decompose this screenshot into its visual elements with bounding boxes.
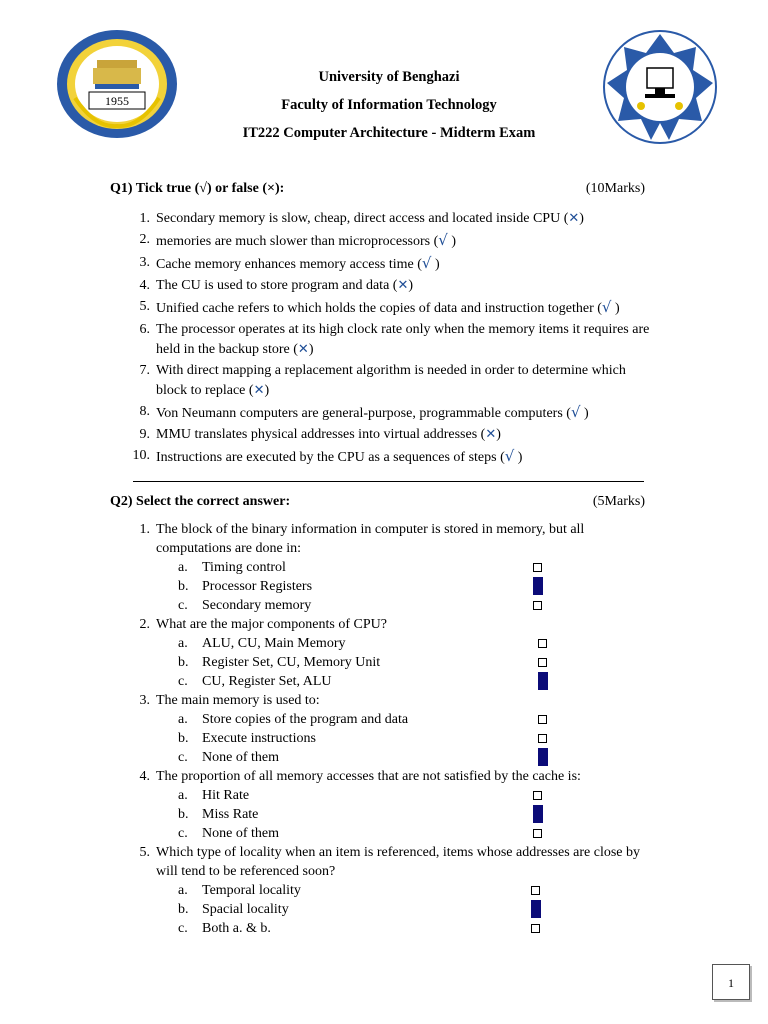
item-number: 5.	[139, 299, 150, 314]
item-number: 9.	[139, 427, 150, 442]
q2-marks: (5Marks)	[592, 494, 645, 509]
option-letter: b.	[178, 655, 189, 670]
option-text: Register Set, CU, Memory Unit	[202, 655, 381, 670]
option-text: Timing control	[202, 560, 286, 575]
question-text: Which type of locality when an item is referenced, items whose addresses are close by will tend to be referenced soon?	[156, 845, 640, 879]
answer-option	[128, 729, 646, 748]
option-letter: c.	[178, 750, 188, 765]
option-letter: c.	[178, 674, 188, 689]
q1-item	[128, 209, 656, 229]
statement-text: Instructions are executed by the CPU as a sequences of steps (	[156, 450, 505, 465]
q1-list	[128, 209, 656, 469]
statement-text: The processor operates at its high clock rate only when the memory items it requires are held in the backup store (	[156, 322, 650, 357]
answer-option	[128, 881, 646, 900]
option-text: None of them	[202, 826, 279, 841]
answer-option	[128, 786, 646, 805]
q1-item	[128, 402, 656, 424]
answer-option	[128, 653, 646, 672]
selected-checkbox[interactable]	[538, 748, 548, 766]
closing-paren: )	[580, 406, 589, 421]
question-number: 4.	[139, 769, 150, 784]
answer-option	[128, 805, 646, 824]
item-text	[156, 425, 656, 445]
answer-option	[128, 577, 646, 596]
question-text: What are the major components of CPU?	[156, 617, 387, 632]
false-mark-icon: ✕	[485, 427, 497, 442]
faculty-name: Faculty of Information Technology	[281, 97, 497, 113]
item-text	[156, 253, 656, 275]
q2-question	[128, 615, 646, 634]
item-text	[156, 402, 656, 424]
statement-text: With direct mapping a replacement algorithm is needed in order to determine which block to replace (	[156, 363, 626, 398]
option-letter: b.	[178, 807, 189, 822]
faculty-emblem-logo	[601, 28, 719, 146]
q1-item	[128, 361, 656, 401]
question-number: 1.	[139, 522, 150, 537]
option-letter: a.	[178, 788, 188, 803]
statement-text: The CU is used to store program and data (	[156, 278, 398, 293]
statement-text: MMU translates physical addresses into virtual addresses (	[156, 427, 486, 442]
answer-option	[128, 900, 646, 919]
q1-item	[128, 297, 656, 319]
q1-item	[128, 320, 656, 360]
option-text: ALU, CU, Main Memory	[202, 636, 346, 651]
answer-option	[128, 596, 646, 615]
option-text: CU, Register Set, ALU	[202, 674, 332, 689]
answer-option	[128, 919, 646, 938]
page-number: 1	[712, 964, 750, 1000]
question-text: The main memory is used to:	[156, 693, 320, 708]
closing-paren: )	[408, 278, 414, 293]
empty-checkbox[interactable]	[538, 715, 547, 724]
option-text: Hit Rate	[202, 788, 250, 803]
q1-heading	[110, 181, 645, 197]
empty-checkbox[interactable]	[533, 829, 542, 838]
statement-text: memories are much slower than microprocessors (	[156, 234, 439, 249]
q2-question	[128, 767, 646, 786]
closing-paren: )	[431, 257, 440, 272]
item-number: 4.	[139, 278, 150, 293]
question-text: The block of the binary information in computer is stored in memory, but all computations are done in:	[156, 522, 585, 556]
option-text: Temporal locality	[202, 883, 301, 898]
empty-checkbox[interactable]	[531, 886, 540, 895]
empty-checkbox[interactable]	[531, 924, 540, 933]
item-text	[156, 230, 656, 252]
option-letter: a.	[178, 712, 188, 727]
item-number: 2.	[139, 232, 150, 247]
false-mark-icon: ✕	[568, 211, 580, 226]
statement-text: Unified cache refers to which holds the copies of data and instruction together (	[156, 301, 602, 316]
option-letter: c.	[178, 826, 188, 841]
question-number: 2.	[139, 617, 150, 632]
q1-item	[128, 253, 656, 275]
item-number: 10.	[132, 448, 150, 463]
university-seal-logo	[55, 28, 179, 140]
item-number: 1.	[139, 211, 150, 226]
option-letter: a.	[178, 636, 188, 651]
exam-title: IT222 Computer Architecture - Midterm Exam	[242, 125, 536, 141]
empty-checkbox[interactable]	[533, 563, 542, 572]
q1-item	[128, 425, 656, 445]
closing-paren: )	[496, 427, 501, 442]
q2-list	[128, 520, 646, 938]
statement-text: Secondary memory is slow, cheap, direct access and located inside CPU (	[156, 211, 569, 226]
statement-text: Cache memory enhances memory access time (	[156, 257, 422, 272]
item-number: 8.	[139, 404, 150, 419]
item-text	[156, 361, 656, 401]
empty-checkbox[interactable]	[538, 734, 547, 743]
option-letter: b.	[178, 579, 189, 594]
answer-option	[128, 710, 646, 729]
seal-year: 1955	[105, 94, 129, 108]
true-mark-icon: √	[570, 403, 581, 421]
item-text	[156, 320, 656, 360]
option-text: Store copies of the program and data	[202, 712, 409, 727]
closing-paren: )	[308, 342, 314, 357]
option-text: Processor Registers	[202, 579, 313, 594]
option-letter: c.	[178, 598, 188, 613]
closing-paren: )	[579, 211, 584, 226]
q1-item	[128, 276, 656, 296]
q2-question	[128, 691, 646, 710]
q1-marks: (10Marks)	[585, 181, 645, 196]
q2-question	[128, 520, 646, 558]
empty-checkbox[interactable]	[533, 791, 542, 800]
q2-question	[128, 843, 646, 881]
option-letter: c.	[178, 921, 188, 936]
item-number: 3.	[139, 255, 150, 270]
q2-heading	[110, 494, 645, 510]
selected-checkbox[interactable]	[533, 805, 543, 823]
option-text: Execute instructions	[202, 731, 316, 746]
selected-checkbox[interactable]	[533, 577, 543, 595]
false-mark-icon: ✕	[253, 383, 265, 398]
answer-option	[128, 634, 646, 653]
false-mark-icon: ✕	[397, 278, 409, 293]
option-letter: a.	[178, 560, 188, 575]
false-mark-icon: ✕	[297, 342, 309, 357]
closing-paren: )	[264, 383, 270, 398]
closing-paren: )	[514, 450, 523, 465]
section-divider	[133, 481, 644, 482]
item-text	[156, 276, 656, 296]
option-letter: b.	[178, 731, 189, 746]
answer-option	[128, 824, 646, 843]
question-text: The proportion of all memory accesses that are not satisfied by the cache is:	[156, 769, 581, 784]
item-text	[156, 209, 656, 229]
empty-checkbox[interactable]	[538, 639, 547, 648]
option-text: Spacial locality	[202, 902, 289, 917]
selected-checkbox[interactable]	[538, 672, 548, 690]
selected-checkbox[interactable]	[531, 900, 541, 918]
option-text: Both a. & b.	[202, 921, 271, 936]
item-text	[156, 446, 656, 468]
true-mark-icon: √	[421, 254, 432, 272]
q2-title: Q2) Select the correct answer:	[110, 494, 291, 509]
q1-item	[128, 446, 656, 468]
item-number: 7.	[139, 363, 150, 378]
answer-option	[128, 748, 646, 767]
true-mark-icon: √	[504, 447, 515, 465]
option-text: Miss Rate	[202, 807, 259, 822]
true-mark-icon: √	[601, 298, 612, 316]
option-text: Secondary memory	[202, 598, 312, 613]
empty-checkbox[interactable]	[533, 601, 542, 610]
option-letter: a.	[178, 883, 188, 898]
closing-paren: )	[611, 301, 620, 316]
university-name: University of Benghazi	[318, 69, 460, 85]
answer-option	[128, 672, 646, 691]
option-letter: b.	[178, 902, 189, 917]
closing-paren: )	[447, 234, 456, 249]
statement-text: Von Neumann computers are general-purpose, programmable computers (	[156, 406, 571, 421]
true-mark-icon: √	[438, 231, 448, 249]
question-number: 5.	[139, 845, 150, 860]
item-number: 6.	[139, 322, 150, 337]
option-text: None of them	[202, 750, 279, 765]
item-text	[156, 297, 656, 319]
q1-title: Q1) Tick true (√) or false (×):	[110, 181, 285, 196]
answer-option	[128, 558, 646, 577]
empty-checkbox[interactable]	[538, 658, 547, 667]
question-number: 3.	[139, 693, 150, 708]
q1-item	[128, 230, 656, 252]
